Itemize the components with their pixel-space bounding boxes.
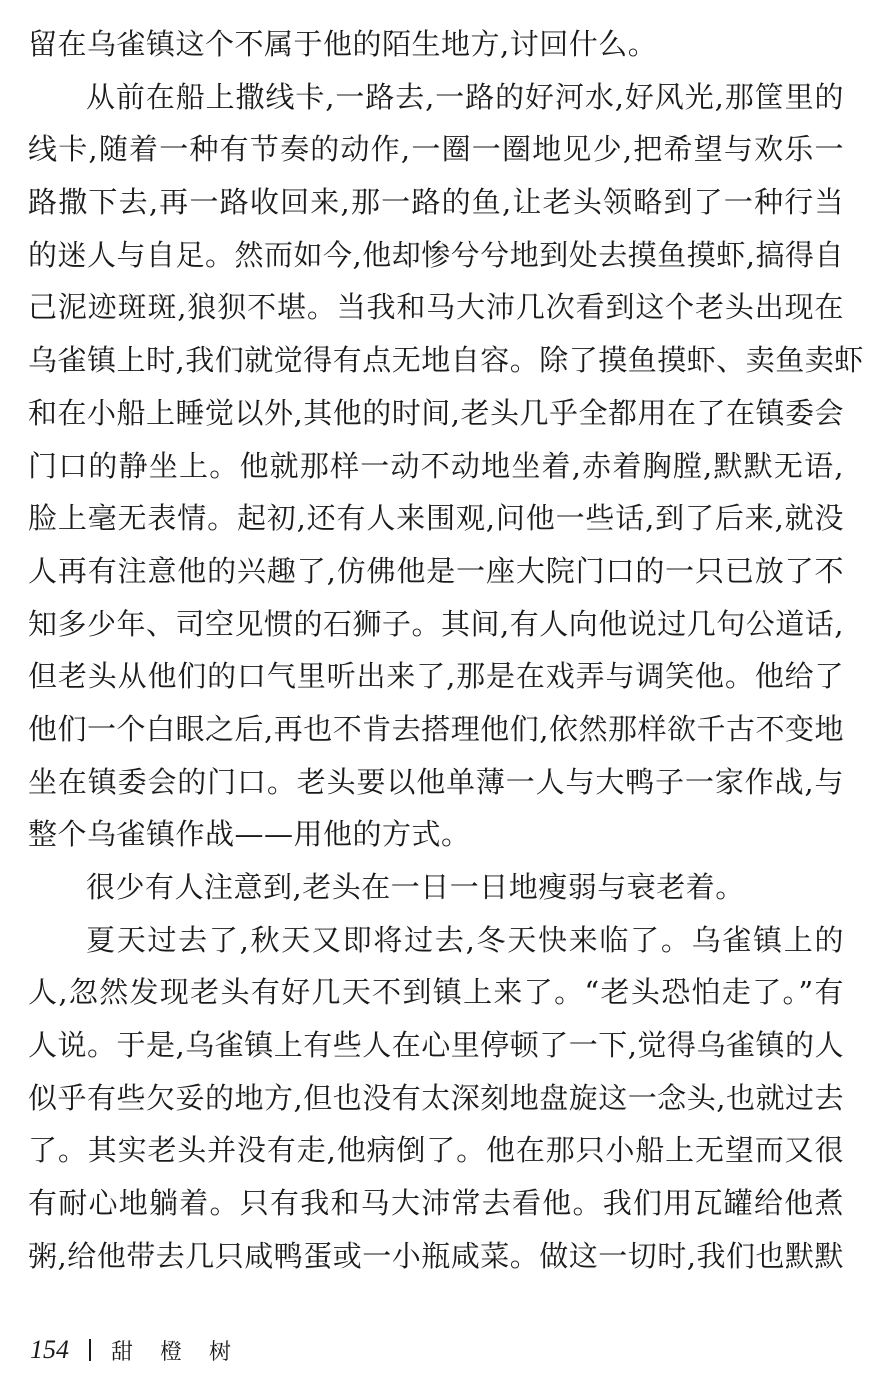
text-line: 线卡,随着一种有节奏的动作,一圈一圈地见少,把希望与欢乐一 <box>28 132 844 167</box>
text-line: 夏天过去了,秋天又即将过去,冬天快来临了。乌雀镇上的 <box>86 922 844 957</box>
text-line: 很少有人注意到,老头在一日一日地瘦弱与衰老着。 <box>86 870 745 904</box>
text-line: 知多少年、司空见惯的石狮子。其间,有人向他说过几句公道话, <box>28 606 844 641</box>
text-line: 从前在船上撒线卡,一路去,一路的好河水,好风光,那筐里的 <box>86 79 844 114</box>
text-line: 脸上毫无表情。起初,还有人来围观,问他一些话,到了后来,就没 <box>28 501 844 536</box>
page-number: 154 <box>30 1335 69 1364</box>
footer-divider <box>89 1339 91 1361</box>
text-line: 留在乌雀镇这个不属于他的陌生地方,讨回什么。 <box>28 27 658 61</box>
text-line: 路撒下去,再一路收回来,那一路的鱼,让老头领略到了一种行当 <box>28 185 844 220</box>
text-line: 的迷人与自足。然而如今,他却惨兮兮地到处去摸鱼摸虾,搞得自 <box>28 237 844 272</box>
body-text <box>28 18 864 1283</box>
text-line: 坐在镇委会的门口。老头要以他单薄一人与大鸭子一家作战,与 <box>28 764 844 799</box>
text-line: 了。其实老头并没有走,他病倒了。他在那只小船上无望而又很 <box>28 1133 844 1168</box>
text-line: 人,忽然发现老头有好几天不到镇上来了。“老头恐怕走了。”有 <box>28 975 844 1010</box>
text-line: 他们一个白眼之后,再也不肯去搭理他们,依然那样欲千古不变地 <box>28 711 844 746</box>
text-line: 有耐心地躺着。只有我和马大沛常去看他。我们用瓦罐给他煮 <box>28 1186 844 1221</box>
text-line: 似乎有些欠妥的地方,但也没有太深刻地盘旋这一念头,也就过去 <box>28 1080 844 1115</box>
book-title: 甜 橙 树 <box>111 1339 241 1365</box>
text-line: 门口的静坐上。他就那样一动不动地坐着,赤着胸膛,默默无语, <box>28 448 844 483</box>
page-footer <box>30 1330 241 1370</box>
text-line: 和在小船上睡觉以外,其他的时间,老头几乎全都用在了在镇委会 <box>28 395 844 430</box>
text-line: 乌雀镇上时,我们就觉得有点无地自容。除了摸鱼摸虾、卖鱼卖虾 <box>28 343 864 378</box>
text-line: 人说。于是,乌雀镇上有些人在心里停顿了一下,觉得乌雀镇的人 <box>28 1028 844 1063</box>
text-line: 整个乌雀镇作战——用他的方式。 <box>28 817 471 852</box>
text-line: 但老头从他们的口气里听出来了,那是在戏弄与调笑他。他给了 <box>28 659 844 694</box>
text-line: 人再有注意他的兴趣了,仿佛他是一座大院门口的一只已放了不 <box>28 553 844 588</box>
text-line: 粥,给他带去几只咸鸭蛋或一小瓶咸菜。做这一切时,我们也默默 <box>28 1238 844 1273</box>
text-line: 己泥迹斑斑,狼狈不堪。当我和马大沛几次看到这个老头出现在 <box>28 290 844 325</box>
